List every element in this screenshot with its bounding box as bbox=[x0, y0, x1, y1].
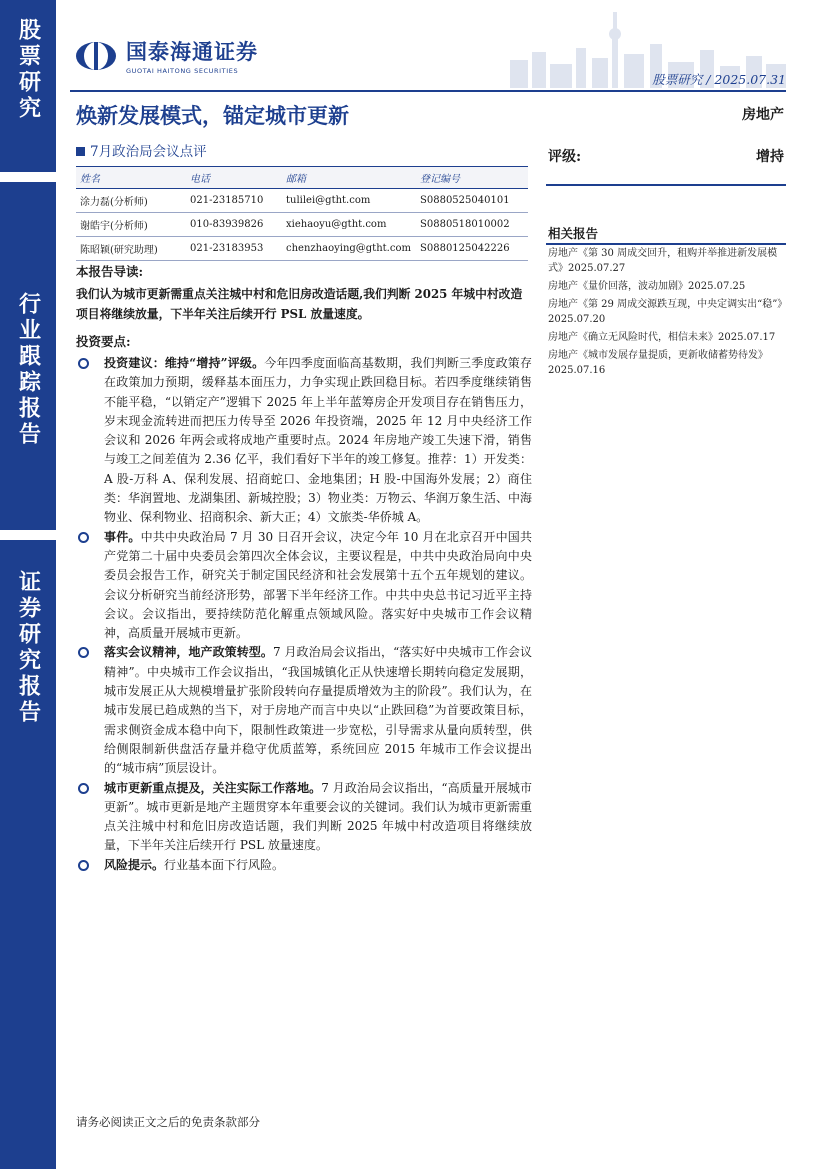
report-subtitle bbox=[76, 140, 207, 160]
point-lead: 落实会议精神，地产政策转型。 bbox=[104, 645, 273, 660]
logo-en-text: GUOTAI HAITONG SECURITIES bbox=[126, 67, 239, 75]
column-header: 电话 bbox=[186, 167, 282, 189]
rating-label: 评级: bbox=[548, 149, 582, 165]
rating-divider bbox=[546, 184, 786, 186]
analyst-reg-no: S0880525040101 bbox=[416, 189, 528, 213]
table-row bbox=[76, 213, 528, 237]
analyst-reg-no: S0880518010002 bbox=[416, 213, 528, 237]
related-reports-heading: 相关报告 bbox=[548, 226, 599, 241]
point-lead: 事件。 bbox=[104, 529, 141, 544]
invest-point bbox=[76, 856, 532, 875]
square-bullet-icon bbox=[76, 147, 85, 156]
analyst-phone: 021-23183953 bbox=[186, 237, 282, 261]
subtitle-text: 7月政治局会议点评 bbox=[90, 144, 207, 160]
guide-heading: 本报告导读: bbox=[76, 264, 144, 279]
side-tab-label: 行业跟踪报告 bbox=[15, 292, 41, 448]
related-report-item[interactable]: 房地产《第 29 周成交源跌互现，中央定调实出“稳”》2025.07.20 bbox=[548, 299, 788, 325]
side-tab-label: 股票研究 bbox=[15, 18, 41, 122]
point-lead: 风险提示。 bbox=[104, 857, 165, 872]
side-tab-industry-tracking bbox=[0, 182, 56, 530]
point-lead: 城市更新重点提及，关注实际工作落地。 bbox=[104, 780, 322, 795]
invest-point bbox=[76, 643, 532, 778]
circle-bullet-icon bbox=[78, 647, 89, 658]
analyst-name: 陈昭颖(研究助理) bbox=[76, 237, 186, 261]
point-text: 中共中央政治局 7 月 30 日召开会议，决定今年 10 月在北京召开中国共产党第二十届中央委员会第四次全体会议，主要议程是，中共中央政治局向中央委员会报告工作，研究关于制定国民经济和社会发展第十五个五年规划的建议。会议分析研究当前经济形势，部署下半年经济工作。中共中央总书记习近平主持会议。会议指出，要持续防范化解重点领域风险。落实好中央城市工作会议精神，高质量开展城市更新。 bbox=[104, 529, 532, 641]
report-title: 焕新发展模式，锚定城市更新 bbox=[76, 104, 349, 128]
sector-label: 房地产 bbox=[742, 107, 784, 123]
analyst-phone: 010-83939826 bbox=[186, 213, 282, 237]
related-report-item[interactable]: 房地产《量价回落，波动加剧》2025.07.25 bbox=[548, 281, 746, 292]
related-reports-list bbox=[548, 246, 788, 381]
table-row bbox=[76, 189, 528, 213]
related-report-item[interactable]: 房地产《确立无风险时代，相信未来》2025.07.17 bbox=[548, 332, 776, 343]
point-lead: 投资建议：维持“增持”评级。 bbox=[104, 356, 265, 370]
side-tab-stock-research bbox=[0, 0, 56, 172]
logo-cn-text: 国泰海通证券 bbox=[126, 40, 258, 64]
point-text: 今年四季度面临高基数期，我们判断三季度政策存在政策加力预期，缓释基本面压力，力争实现止跌回稳目标。若四季度继续销售不能平稳，“以销定产”逻辑下 2025 年上半年蓝筹房企开发项目存在销售压力，岁末现金流转进而把压力传导至 2026 年投资端，2025 年 12 月中央经济工作会议和 2026 年两会或将成地产重要时点。2024 年房地产竣工失速下滑，销售与竣工之间差值为 2.36 亿平，我们看好下半年的竣工修复。推荐：1）开发类：A 股-万科 A、保利发展、招商蛇口、金地集团；H 股-中国海外发展；2）商住类：华润置地、龙湖集团、新城控股；3）物业类：万物云、华润万象生活、中海物业、保利物业、招商积余、新大正；4）文旅类-华侨城 A。 bbox=[104, 356, 532, 525]
invest-point bbox=[76, 354, 532, 528]
circle-bullet-icon bbox=[78, 860, 89, 871]
point-text: 7 月政治局会议指出，“高质量开展城市更新”。城市更新是地产主题贯穿本年重要会议的关键词。我们认为城市更新需重点关注城中村和危旧房改造话题，我们判断 2025 年城中村改造项目将继续放量，下半年关注后续开行 PSL 放量速度。 bbox=[104, 780, 532, 853]
analyst-phone: 021-23185710 bbox=[186, 189, 282, 213]
side-tab-label: 证券研究报告 bbox=[15, 570, 41, 726]
invest-point bbox=[76, 528, 532, 644]
column-header: 邮箱 bbox=[282, 167, 416, 189]
table-header-row bbox=[76, 167, 528, 189]
related-divider bbox=[546, 243, 786, 245]
point-text: 7 月政治局会议指出，“落实好中央城市工作会议精神”。中央城市工作会议指出，“我国城镇化正从快速增长期转向稳定发展期，城市发展正从大规模增量扩张阶段转向存量提质增效为主的阶段”。我们认为，在城市发展已趋成熟的当下，对于房地产而言中央以“止跌回稳”为首要政策目标，需求侧资金成本稳中向下，限制性政策进一步宽松，引导需求从量向质转型，供给侧限制新供盘活存量并稳守优质蓝筹，系统回应 2015 年城市工作会议提出的“城市病”顶层设计。 bbox=[104, 645, 532, 776]
disclaimer-note: 请务必阅读正文之后的免责条款部分 bbox=[76, 1115, 260, 1129]
column-header: 登记编号 bbox=[416, 167, 528, 189]
guide-text: 我们认为城市更新需重点关注城中村和危旧房改造话题,我们判断 2025 年城中村改造项目将继续放量，下半年关注后续开行 PSL 放量速度。 bbox=[76, 287, 523, 321]
analyst-email[interactable]: xiehaoyu@gtht.com bbox=[282, 213, 416, 237]
header-divider bbox=[70, 90, 786, 92]
rating-value: 增持 bbox=[756, 149, 784, 165]
point-text: 行业基本面下行风险。 bbox=[164, 857, 285, 872]
logo-mark-icon bbox=[74, 40, 118, 72]
circle-bullet-icon bbox=[78, 783, 89, 794]
analyst-email[interactable]: tulilei@gtht.com bbox=[282, 189, 416, 213]
analyst-table bbox=[76, 166, 528, 261]
circle-bullet-icon bbox=[78, 532, 89, 543]
related-report-item[interactable]: 房地产《第 30 周成交回升，租购并举推进新发展模式》2025.07.27 bbox=[548, 248, 778, 274]
column-header: 姓名 bbox=[76, 167, 186, 189]
analyst-email[interactable]: chenzhaoying@gtht.com bbox=[282, 237, 416, 261]
related-report-item[interactable]: 房地产《城市发展存量提质，更新收储蓄势待发》2025.07.16 bbox=[548, 350, 768, 376]
analyst-name: 谢皓宇(分析师) bbox=[76, 213, 186, 237]
side-tab-securities-report bbox=[0, 540, 56, 1169]
invest-points-list bbox=[76, 354, 532, 875]
invest-points-heading: 投资要点: bbox=[76, 334, 131, 349]
report-meta: 股票研究 / 2025.07.31 bbox=[652, 72, 786, 87]
circle-bullet-icon bbox=[78, 358, 89, 369]
company-logo bbox=[74, 36, 258, 75]
analyst-reg-no: S0880125042226 bbox=[416, 237, 528, 261]
invest-point bbox=[76, 779, 532, 856]
table-row bbox=[76, 237, 528, 261]
analyst-name: 涂力磊(分析师) bbox=[76, 189, 186, 213]
